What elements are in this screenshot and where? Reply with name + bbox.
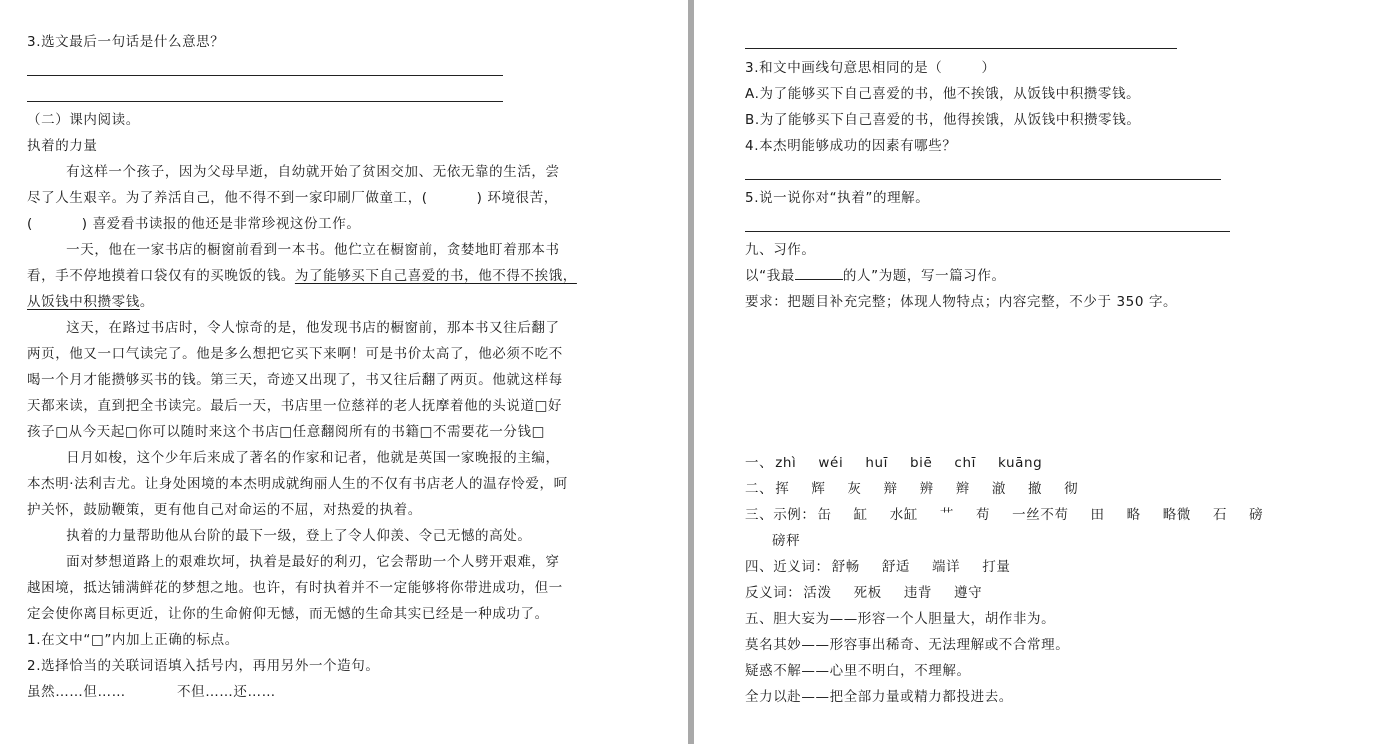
answer-5-line: 莫名其妙——形容事出稀奇、无法理解或不合常理。	[745, 637, 1070, 653]
fill-blank	[795, 267, 843, 280]
answer-5-line: 疑惑不解——心里不明白，不理解。	[745, 663, 971, 679]
plain-text: 。	[139, 294, 154, 310]
paragraph-line: ( ) 喜爱看书读报的他还是非常珍视这份工作。	[27, 216, 361, 232]
answer-4-antonyms	[745, 584, 1004, 602]
answer-word: 略微	[1162, 507, 1191, 523]
paragraph-line: 这天，在路过书店时，令人惊奇的是，他发现书店的橱窗前，那本书又往后翻了	[27, 320, 560, 336]
article-title: 执着的力量	[27, 138, 98, 154]
answer-3	[745, 506, 1285, 524]
paragraph-line: 护关怀，鼓励鞭策，更有他自己对命运的不屈，对热爱的执着。	[27, 502, 422, 518]
paragraph-line: 定会使你离目标更近，让你的生命俯仰无憾，而无憾的生命其实已经是一种成功了。	[27, 606, 549, 622]
answer-line	[745, 179, 1221, 180]
answer-word: 挥	[775, 481, 790, 497]
paragraph-line: 日月如梭，这个少年后来成了著名的作家和记者，他就是英国一家晚报的主编，	[27, 450, 560, 466]
answer-label: 四、近义词：	[745, 559, 830, 575]
answer-word: 一丝不苟	[1012, 507, 1069, 523]
section-9-title: 九、习作。	[745, 242, 816, 258]
answer-line	[27, 75, 503, 76]
writing-requirement: 要求：把题目补充完整；体现人物特点；内容完整，不少于 350 字。	[745, 294, 1178, 310]
paragraph-line: 两页，他又一口气读完了。他是多么想把它买下来啊！可是书价太高了，他必须不吃不	[27, 346, 563, 362]
answer-4-synonyms	[745, 558, 1032, 576]
conjunction-option-1: 虽然……但……	[27, 684, 126, 700]
paragraph-line: 喝一个月才能攒够买书的钱。第三天，奇迹又出现了，书又往后翻了两页。他就这样每	[27, 372, 563, 388]
paragraph-line: 孩子□从今天起□你可以随时来这个书店□任意翻阅所有的书籍□不需要花一分钱□	[27, 424, 545, 440]
paragraph-line: 天都来读，直到把全书读完。最后一天，书店里一位慈祥的老人抚摩着他的头说道□好	[27, 398, 563, 414]
answer-word: 辨	[919, 481, 934, 497]
paragraph-line: 一天，他在一家书店的橱窗前看到一本书。他伫立在橱窗前，贪婪地盯着那本书	[27, 242, 560, 258]
answer-word: 彻	[1064, 481, 1079, 497]
answer-word: 端详	[932, 559, 961, 575]
answer-word: 打量	[982, 559, 1011, 575]
option-a: A.为了能够买下自己喜爱的书，他不挨饿，从饭钱中积攒零钱。	[745, 86, 1141, 102]
document-page-left	[0, 0, 688, 744]
answer-3-continued: 磅秤	[772, 533, 801, 549]
answer-word: 灰	[847, 481, 862, 497]
question-5: 5.说一说你对“执着”的理解。	[745, 190, 930, 206]
paragraph-line: 尽了人生艰辛。为了养活自己，他不得不到一家印刷厂做童工，( ) 环境很苦，	[27, 190, 558, 206]
writing-prompt	[745, 267, 1006, 285]
answer-5-line: 五、胆大妄为——形容一个人胆量大，胡作非为。	[745, 611, 1056, 627]
answer-label: 反义词：	[745, 585, 802, 601]
answer-word: 遵守	[954, 585, 983, 601]
answer-word: 辉	[811, 481, 826, 497]
paragraph-line: 本杰明·法利吉尤。让身处困境的本杰明成就绚丽人生的不仅有书店老人的温存怜爱，呵	[27, 476, 568, 492]
answer-2	[745, 480, 1100, 498]
plain-text: 以“我最	[745, 268, 795, 284]
answer-word: wéi	[818, 455, 844, 471]
answer-word: zhì	[775, 455, 797, 471]
answer-1	[745, 454, 1064, 472]
document-page-right	[694, 0, 1379, 744]
question-3-left: 3.选文最后一句话是什么意思？	[27, 34, 225, 50]
paragraph-line: 执着的力量帮助他从台阶的最下一级，登上了令人仰羡、令己无憾的高处。	[27, 528, 532, 544]
answer-line	[27, 101, 503, 102]
plain-text: 的人”为题，写一篇习作。	[842, 268, 1006, 284]
answer-word: 撤	[1027, 481, 1043, 497]
answer-word: huī	[865, 455, 888, 471]
answer-word: 澈	[991, 481, 1006, 497]
paragraph-line: 面对梦想道路上的艰难坎坷，执着是最好的利刃，它会帮助一个人劈开艰难，穿	[27, 554, 560, 570]
answer-word: 活泼	[803, 585, 832, 601]
answer-word: kuāng	[997, 455, 1043, 471]
underlined-sentence: 为了能够买下自己喜爱的书，他不得不挨饿，	[294, 268, 577, 284]
answer-line	[745, 231, 1230, 232]
answer-word: 田	[1090, 507, 1105, 523]
conjunction-option-2: 不但……还……	[177, 684, 276, 700]
answer-word: 略	[1126, 507, 1141, 523]
answer-word: 苟	[976, 507, 991, 523]
answer-5-line: 全力以赴——把全部力量或精力都投进去。	[745, 689, 1013, 705]
answer-word: biē	[909, 455, 933, 471]
answer-line	[745, 48, 1177, 49]
task-2: 2.选择恰当的关联词语填入括号内，再用另外一个造句。	[27, 658, 380, 674]
answer-label: 一、	[745, 455, 774, 471]
answer-label: 三、示例：	[745, 507, 816, 523]
paragraph-line	[27, 293, 154, 311]
answer-word: chī	[954, 455, 976, 471]
underlined-sentence: 从饭钱中积攒零钱	[27, 294, 140, 310]
paragraph-line: 有这样一个孩子，因为父母早逝，自幼就开始了贫困交加、无依无靠的生活，尝	[27, 164, 560, 180]
question-3-right: 3.和文中画线句意思相同的是（ ）	[745, 60, 996, 76]
answer-word: 舒适	[881, 559, 911, 575]
answer-word: 缶	[817, 507, 832, 523]
answer-word: 舒畅	[831, 559, 860, 575]
answer-word: 磅	[1249, 507, 1264, 523]
paragraph-line	[27, 267, 577, 285]
answer-word: 艹	[939, 507, 955, 523]
question-4: 4.本杰明能够成功的因素有哪些？	[745, 138, 957, 154]
answer-word: 缸	[853, 507, 868, 523]
answer-label: 二、	[745, 481, 774, 497]
answer-word: 辫	[955, 481, 970, 497]
paragraph-line: 越困境，抵达铺满鲜花的梦想之地。也许，有时执着并不一定能够将你带进成功，但一	[27, 580, 563, 596]
answer-word: 违背	[903, 585, 933, 601]
plain-text: 看，手不停地摸着口袋仅有的买晚饭的钱。	[27, 268, 295, 284]
answer-word: 死板	[853, 585, 882, 601]
section-title: （二）课内阅读。	[27, 112, 140, 128]
task-1: 1.在文中“□”内加上正确的标点。	[27, 632, 239, 648]
option-b: B.为了能够买下自己喜爱的书，他得挨饿，从饭钱中积攒零钱。	[745, 112, 1141, 128]
answer-word: 石	[1212, 507, 1228, 523]
answer-word: 水缸	[889, 507, 918, 523]
answer-word: 辩	[883, 481, 898, 497]
